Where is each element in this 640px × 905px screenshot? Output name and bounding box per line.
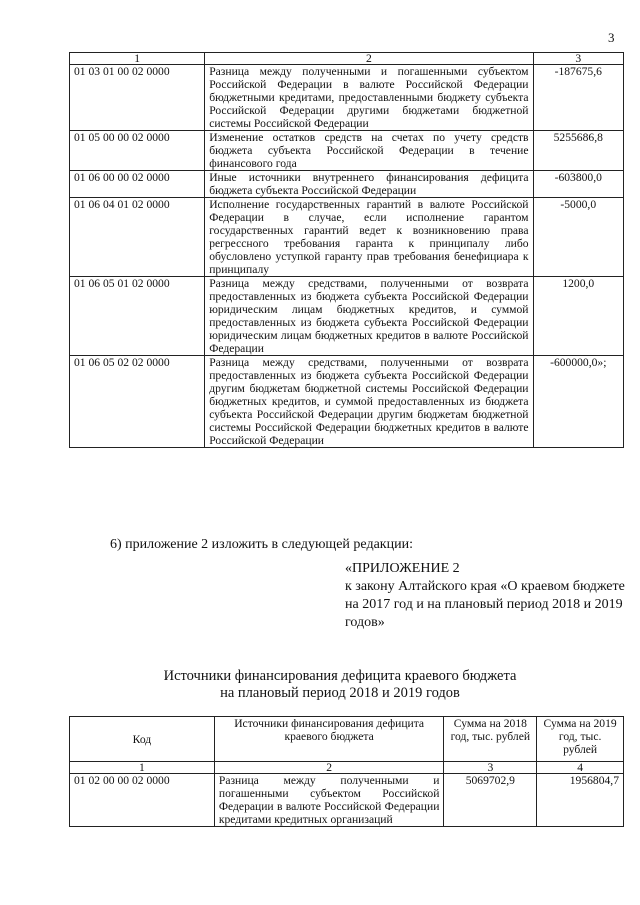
- column-number-3: 3: [444, 762, 537, 774]
- row-description: Разница между полученными и погашенными субъектом Российской Федерации в валюте Российской Федерации кредитами кредитных организаций: [214, 774, 444, 827]
- sources-table-continued: [69, 52, 624, 448]
- table-row: [70, 277, 624, 356]
- row-description: Изменение остатков средств на счетах по учету средств бюджета субъекта Российской Федерации в течение финансового года: [205, 131, 533, 171]
- table-row: [70, 65, 624, 131]
- table-row: [70, 356, 624, 448]
- column-number-1: 1: [70, 762, 215, 774]
- row-amount: 5255686,8: [533, 131, 623, 171]
- appendix-header: [345, 560, 625, 632]
- column-number-3: 3: [533, 53, 623, 65]
- table-title: [100, 668, 580, 702]
- header-sum-2018: Сумма на 2018 год, тыс. рублей: [444, 717, 537, 762]
- row-code: 01 06 00 00 02 0000: [70, 171, 205, 198]
- deficit-sources-table: [69, 716, 624, 827]
- table-title-line-1: Источники финансирования дефицита краевого бюджета: [163, 668, 517, 684]
- column-numbers-row: [70, 762, 624, 774]
- row-description: Разница между средствами, полученными от возврата предоставленных из бюджета субъекта Российской Федерации юридическим лицам бюджетных кредитов, и суммой предоставленных из бюджета субъекта Российской Федерации юридическим лицам бюджетных кредитов в валюте Российской Федерации: [205, 277, 533, 356]
- row-description: Иные источники внутреннего финансирования дефицита бюджета субъекта Российской Федерации: [205, 171, 533, 198]
- appendix-text: к закону Алтайского края «О краевом бюджете на 2017 год и на плановый период 2018 и 2019 годов»: [345, 579, 625, 630]
- header-source: Источники финансирования дефицита краевого бюджета: [214, 717, 444, 762]
- column-number-1: 1: [70, 53, 205, 65]
- table-row: [70, 774, 624, 827]
- row-amount-2018: 5069702,9: [444, 774, 537, 827]
- row-amount-2019: 1956804,7: [537, 774, 624, 827]
- row-code: 01 03 01 00 02 0000: [70, 65, 205, 131]
- row-amount: 1200,0: [533, 277, 623, 356]
- amendment-item-6: 6) приложение 2 изложить в следующей редакции:: [110, 537, 413, 552]
- header-code: Код: [70, 717, 215, 762]
- column-number-4: 4: [537, 762, 624, 774]
- row-description: Разница между средствами, полученными от возврата предоставленных из бюджета субъекта Российской Федерации другим бюджетам бюджетной системы Российской Федерации бюджетных кредитов, и суммой предоставленных из бюджета субъекта Российской Федерации другим бюджетам бюджетной системы Российской Федерации бюджетных кредитов в валюте Российской Федерации: [205, 356, 533, 448]
- row-code: 01 06 05 01 02 0000: [70, 277, 205, 356]
- table-row: [70, 171, 624, 198]
- row-amount: -5000,0: [533, 198, 623, 277]
- table-title-line-2: на плановый период 2018 и 2019 годов: [220, 685, 460, 701]
- row-description: Исполнение государственных гарантий в валюте Российской Федерации в случае, если исполнение гарантом государственных гарантий ведет к возникновению права регрессного требования гаранта к принципалу либо обусловлено уступкой гаранту прав требования бенефициара к принципалу: [205, 198, 533, 277]
- header-sum-2019: Сумма на 2019 год, тыс. рублей: [537, 717, 624, 762]
- row-code: 01 06 05 02 02 0000: [70, 356, 205, 448]
- row-code: 01 05 00 00 02 0000: [70, 131, 205, 171]
- table-header-row: [70, 53, 624, 65]
- column-number-2: 2: [205, 53, 533, 65]
- table-row: [70, 131, 624, 171]
- table-row: [70, 198, 624, 277]
- row-code: 01 02 00 00 02 0000: [70, 774, 215, 827]
- row-amount: -187675,6: [533, 65, 623, 131]
- row-description: Разница между полученными и погашенными субъектом Российской Федерации в валюте Российской Федерации бюджетными кредитами, предоставленными бюджету субъекта Российской Федерации другими бюджетами бюджетной системы Российской Федерации: [205, 65, 533, 131]
- column-number-2: 2: [214, 762, 444, 774]
- row-amount: -603800,0: [533, 171, 623, 198]
- table-header-row: [70, 717, 624, 762]
- page-number: 3: [608, 30, 615, 45]
- row-amount: -600000,0»;: [533, 356, 623, 448]
- row-code: 01 06 04 01 02 0000: [70, 198, 205, 277]
- appendix-title: «ПРИЛОЖЕНИЕ 2: [345, 561, 460, 576]
